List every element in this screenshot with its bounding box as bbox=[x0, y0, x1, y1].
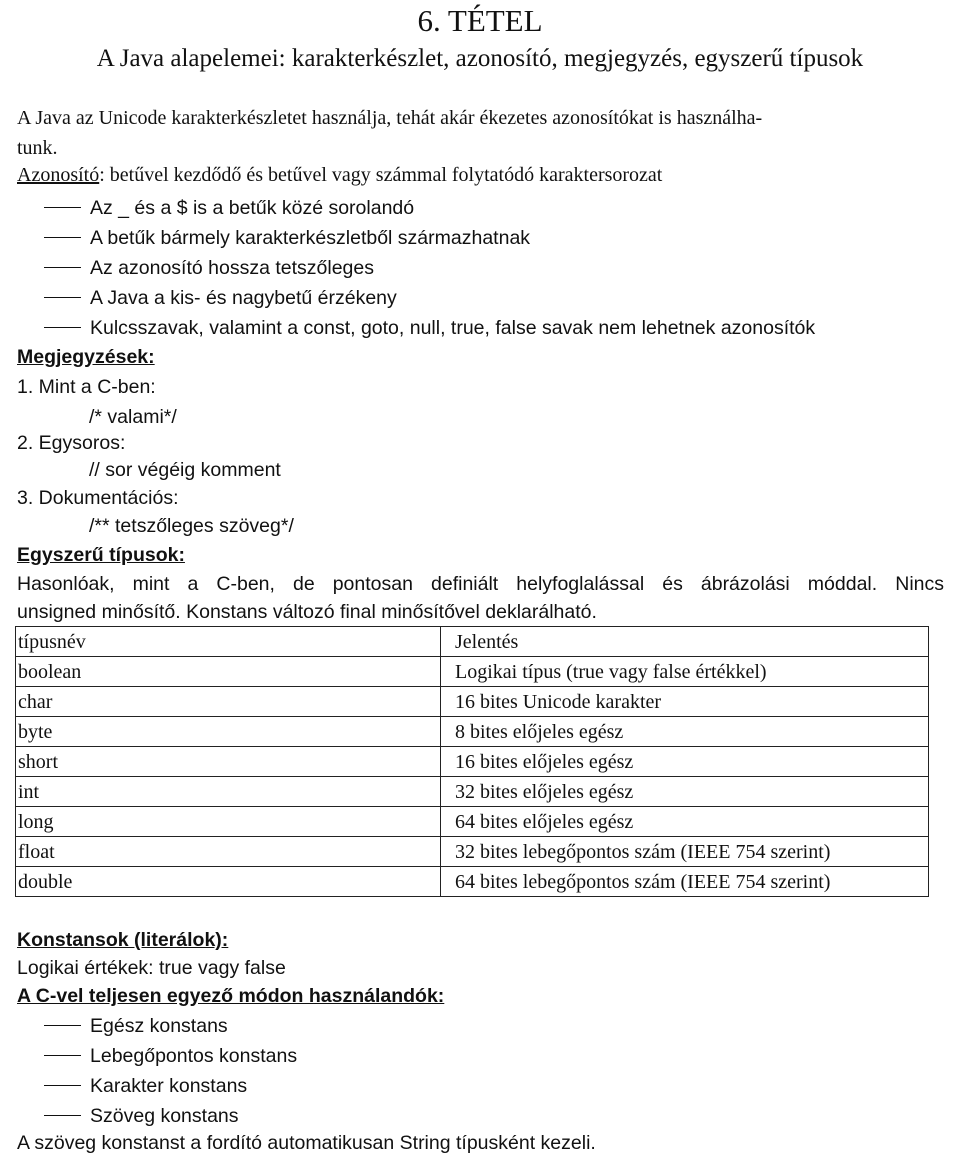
identifier-rule: A Java a kis- és nagybetű érzékeny bbox=[44, 283, 397, 313]
table-row bbox=[16, 867, 929, 897]
type-name-cell: float bbox=[16, 837, 441, 867]
comment-label-1: 1. Mint a C-ben: bbox=[17, 376, 156, 398]
type-meaning-cell: 32 bites lebegőpontos szám (IEEE 754 szerint) bbox=[441, 837, 929, 867]
type-name-cell: int bbox=[16, 777, 441, 807]
dash-bullet-icon bbox=[44, 327, 81, 328]
table-header-row bbox=[16, 627, 929, 657]
identifier-definition-text: : betűvel kezdődő és betűvel vagy számmal folytatódó karaktersorozat bbox=[99, 164, 663, 186]
constants-c-heading: A C-vel teljesen egyező módon használandók: bbox=[17, 985, 445, 1007]
identifier-heading: Azonosító bbox=[17, 164, 100, 186]
dash-bullet-icon bbox=[44, 267, 81, 268]
type-meaning-cell: 8 bites előjeles egész bbox=[441, 717, 929, 747]
type-name-cell: byte bbox=[16, 717, 441, 747]
type-meaning-cell: 64 bites előjeles egész bbox=[441, 807, 929, 837]
table-row bbox=[16, 717, 929, 747]
identifier-rule: Az _ és a $ is a betűk közé sorolandó bbox=[44, 193, 414, 223]
dash-bullet-icon bbox=[44, 1085, 81, 1086]
comment-label-2: 2. Egysoros: bbox=[17, 432, 126, 454]
simple-types-table-body bbox=[16, 627, 929, 897]
comment-example-3: /** tetszőleges szöveg*/ bbox=[89, 515, 294, 537]
simple-types-text-line-2: unsigned minősítő. Konstans változó final minősítővel deklarálható. bbox=[17, 601, 597, 623]
constant-kind: Lebegőpontos konstans bbox=[44, 1041, 297, 1071]
table-row bbox=[16, 807, 929, 837]
comment-example-2: // sor végéig komment bbox=[89, 459, 281, 481]
type-name-cell: short bbox=[16, 747, 441, 777]
constants-logical: Logikai értékek: true vagy false bbox=[17, 957, 286, 979]
type-meaning-cell: 16 bites előjeles egész bbox=[441, 747, 929, 777]
simple-types-table bbox=[15, 626, 929, 897]
table-row bbox=[16, 747, 929, 777]
identifier-rule: Kulcsszavak, valamint a const, goto, null, true, false savak nem lehetnek azonosítók bbox=[44, 313, 815, 343]
page-title: 6. TÉTEL bbox=[417, 3, 543, 38]
dash-bullet-icon bbox=[44, 237, 81, 238]
table-row bbox=[16, 687, 929, 717]
comment-label-3: 3. Dokumentációs: bbox=[17, 487, 179, 509]
constant-kind: Szöveg konstans bbox=[44, 1101, 239, 1131]
type-name-cell: char bbox=[16, 687, 441, 717]
type-meaning-cell: 32 bites előjeles egész bbox=[441, 777, 929, 807]
comment-example-1: /* valami*/ bbox=[89, 406, 177, 428]
table-header-cell-type: típusnév bbox=[16, 627, 441, 657]
dash-bullet-icon bbox=[44, 1055, 81, 1056]
intro-paragraph-line-1: A Java az Unicode karakterkészletet használja, tehát akár ékezetes azonosítókat is használha- bbox=[17, 107, 763, 129]
simple-types-text-line-1: Hasonlóak, mint a C-ben, de pontosan definiált helyfoglalással és ábrázolási móddal. Nincs bbox=[17, 573, 944, 595]
identifier-rule: Az azonosító hossza tetszőleges bbox=[44, 253, 374, 283]
table-row bbox=[16, 657, 929, 687]
constants-heading: Konstansok (literálok): bbox=[17, 929, 229, 951]
intro-paragraph-line-2: tunk. bbox=[17, 137, 58, 159]
dash-bullet-icon bbox=[44, 207, 81, 208]
type-meaning-cell: 16 bites Unicode karakter bbox=[441, 687, 929, 717]
constant-kind: Egész konstans bbox=[44, 1011, 228, 1041]
table-header-cell-meaning: Jelentés bbox=[441, 627, 929, 657]
constant-kind: Karakter konstans bbox=[44, 1071, 247, 1101]
table-row bbox=[16, 837, 929, 867]
identifier-rule: A betűk bármely karakterkészletből származhatnak bbox=[44, 223, 530, 253]
dash-bullet-icon bbox=[44, 1115, 81, 1116]
table-row bbox=[16, 777, 929, 807]
type-name-cell: boolean bbox=[16, 657, 441, 687]
comments-heading: Megjegyzések: bbox=[17, 346, 155, 368]
identifier-definition bbox=[17, 160, 662, 190]
dash-bullet-icon bbox=[44, 297, 81, 298]
type-meaning-cell: Logikai típus (true vagy false értékkel) bbox=[441, 657, 929, 687]
type-name-cell: double bbox=[16, 867, 441, 897]
simple-types-heading: Egyszerű típusok: bbox=[17, 544, 185, 566]
dash-bullet-icon bbox=[44, 1025, 81, 1026]
type-name-cell: long bbox=[16, 807, 441, 837]
type-meaning-cell: 64 bites lebegőpontos szám (IEEE 754 szerint) bbox=[441, 867, 929, 897]
page-subtitle: A Java alapelemei: karakterkészlet, azonosító, megjegyzés, egyszerű típusok bbox=[96, 45, 864, 72]
constants-footer: A szöveg konstanst a fordító automatikusan String típusként kezeli. bbox=[17, 1132, 596, 1154]
